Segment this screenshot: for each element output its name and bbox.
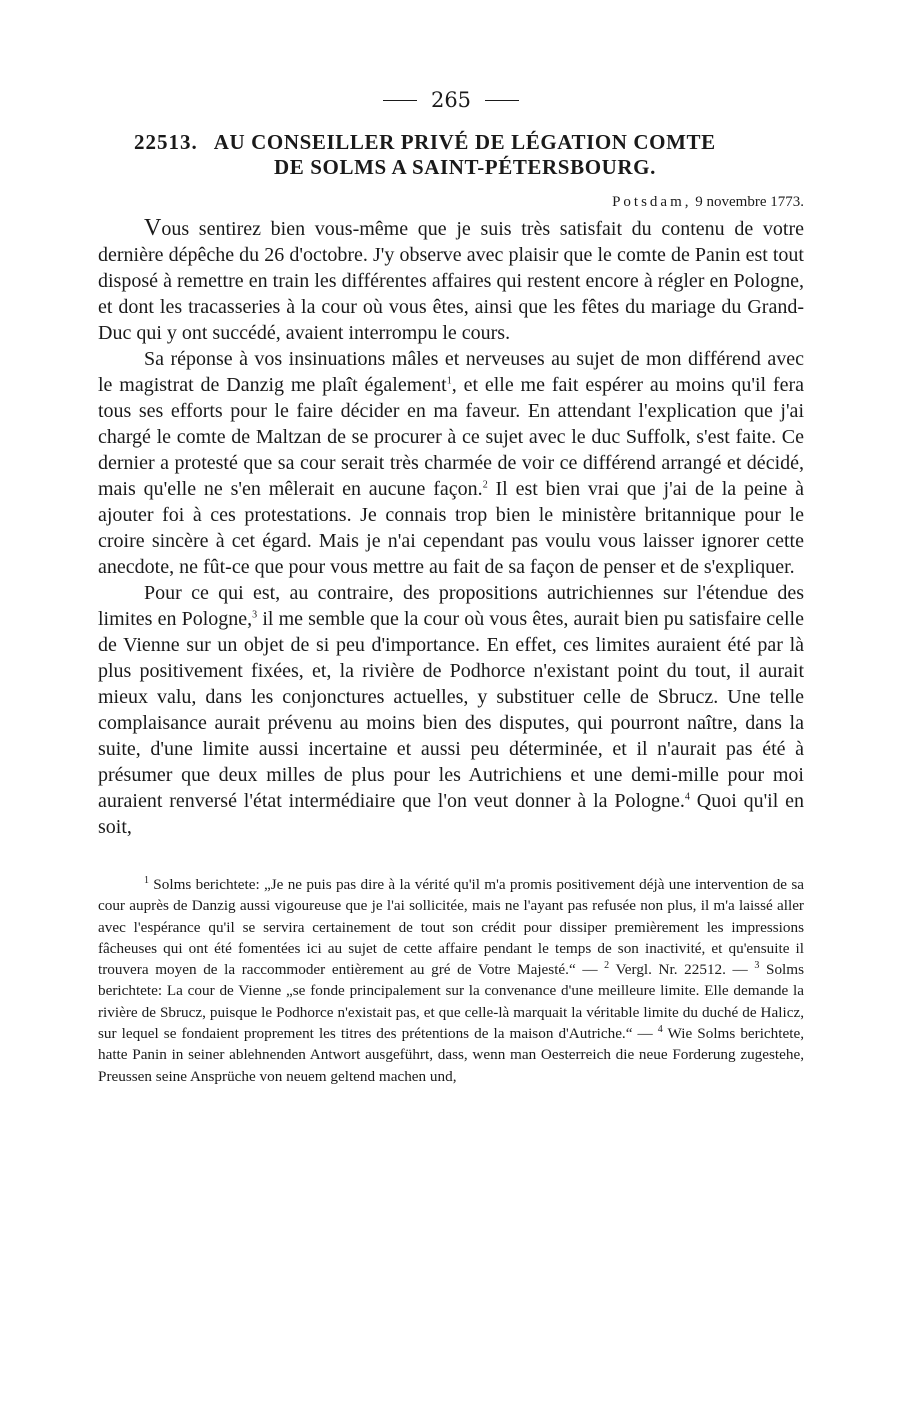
footnote-text-1: Solms berichtete: „Je ne puis pas dire à la vérité qu'il m'a promis positivement déjà une intervention de sa cour auprès de Danzig aussi vigoureuse que je l'ai sollicitée, mais ne l'ayant pas refusée non plus, il m'a laissé aller avec l'espérance qu'il se servira certainement de tout son crédit pour dissiper premièrement les impressions fâcheuses qui ont été fomentées ici au sujet de cette affaire pendant le temps de son inactivité, et qu'ensuite il trouvera moyen de la raccommoder entièrement au gré de Votre Majesté.“ — [98, 876, 804, 979]
document-number: 22513. [134, 130, 198, 154]
footnote-ref-2: 2 [482, 479, 488, 491]
document-page [98, 88, 804, 1087]
header-rule-right [485, 100, 519, 101]
footnote-ref-3: 3 [252, 609, 258, 621]
footnote-text-4: Wie Solms berichtete, hatte Panin in seiner ablehnenden Antwort ausgeführt, dass, wenn man Oesterreich die neue Forderung zugestehe, Preussen seine Ansprüche von neuem geltend machen und, [98, 1025, 804, 1085]
footnote-ref-1: 1 [446, 375, 452, 387]
paragraph-3 [98, 580, 804, 840]
paragraph-3-part-b: il me semble que la cour où vous êtes, aurait bien pu satisfaire celle de Vienne sur un objet de si peu d'importance. En effet, ces limites auraient été par là plus positivement fixées, et, la rivière de Podhorce n'existant point du tout, il aurait mieux valu, dans les conjonctures actuelles, y substituer celle de Sbrucz. Une telle complaisance aurait prévenu au moins bien des disputes, qui pourront naître, dans la suite, d'une limite aussi incertaine et aussi peu déterminée, et il n'aurait pas été à présumer que deux milles de plus pour les Autrichiens et une demi-mille pour moi auraient renversé l'état intermédiaire que l'on veut donner à la Pologne. [98, 608, 804, 812]
footnote-number-4: 4 [657, 1024, 663, 1036]
page-number: 265 [430, 88, 472, 112]
footnote-number-3: 3 [754, 960, 760, 972]
paragraph-3-part-a: Pour ce qui est, au contraire, des propositions autrichiennes sur l'étendue des limites en Pologne, [98, 582, 804, 630]
dateline-place: Potsdam, [612, 194, 692, 210]
footnote-number-2: 2 [604, 960, 610, 972]
header-rule-left [383, 100, 417, 101]
footnote-number-1: 1 [144, 874, 149, 886]
heading-title-part-1: AU CONSEILLER PRIVÉ DE LÉGATION COMTE [213, 130, 716, 154]
footnotes [98, 874, 804, 1087]
heading-line-1 [98, 130, 804, 155]
paragraph-2-part-a: Sa réponse à vos insinuations mâles et nerveuses au sujet de mon différend avec le magistrat de Danzig me plaît également [98, 348, 804, 396]
dateline [98, 194, 804, 211]
page-header [98, 88, 804, 112]
footnote-text-3: Solms berichtete: La cour de Vienne „se fonde principalement sur la convenance d'une meilleure limite. Elle demande la rivière de Sbrucz, puisque le Podhorce n'existait pas, et que celle-là marquait la véritable limite du duché de Halicz, sur lequel se fondaient proprement les titres des prétentions de la maison d'Autriche.“ — [98, 961, 805, 1043]
paragraph-3-part-c: Quoi qu'il en soit, [98, 790, 804, 838]
footnote-text-2: Vergl. Nr. 22512. — [609, 961, 755, 979]
footnote-ref-4: 4 [684, 791, 690, 803]
dateline-date: 9 novembre 1773. [695, 194, 804, 210]
heading-title-part-2: DE SOLMS A SAINT-PÉTERSBOURG. [274, 155, 656, 179]
paragraph-1: Vous sentirez bien vous-même que je suis très satisfait du contenu de votre dernière dépêche du 26 d'octobre. J'y observe avec plaisir que le comte de Panin est tout disposé à remettre en train les différentes affaires qui restent encore à régler en Pologne, et dont les tracasseries à la cour où vous êtes, ainsi que les fêtes du mariage du Grand-Duc qui y ont succédé, avaient interrompu le cours. [98, 215, 804, 344]
document-heading [98, 130, 804, 180]
paragraph-2 [98, 346, 804, 580]
paragraph-2-part-b: , et elle me fait espérer au moins qu'il fera tous ses efforts pour le faire décider en ma faveur. En attendant l'explication que j'ai chargé le comte de Maltzan de se procurer à ce sujet avec le duc Suffolk, s'est faite. Ce dernier a protesté que sa cour serait très charmée de voir ce différend arrangé et décidé, mais qu'elle ne s'en mêlerait en aucune façon. [98, 374, 804, 500]
paragraph-2-part-c: Il est bien vrai que j'ai de la peine à ajouter foi à ces protestations. Je connais trop bien le ministère britannique pour le croire sincère à cet égard. Mais je n'ai cependant pas voulu vous laisser ignorer cette anecdote, ne fût-ce que pour vous mettre au fait de sa façon de penser et de s'expliquer. [98, 478, 804, 578]
